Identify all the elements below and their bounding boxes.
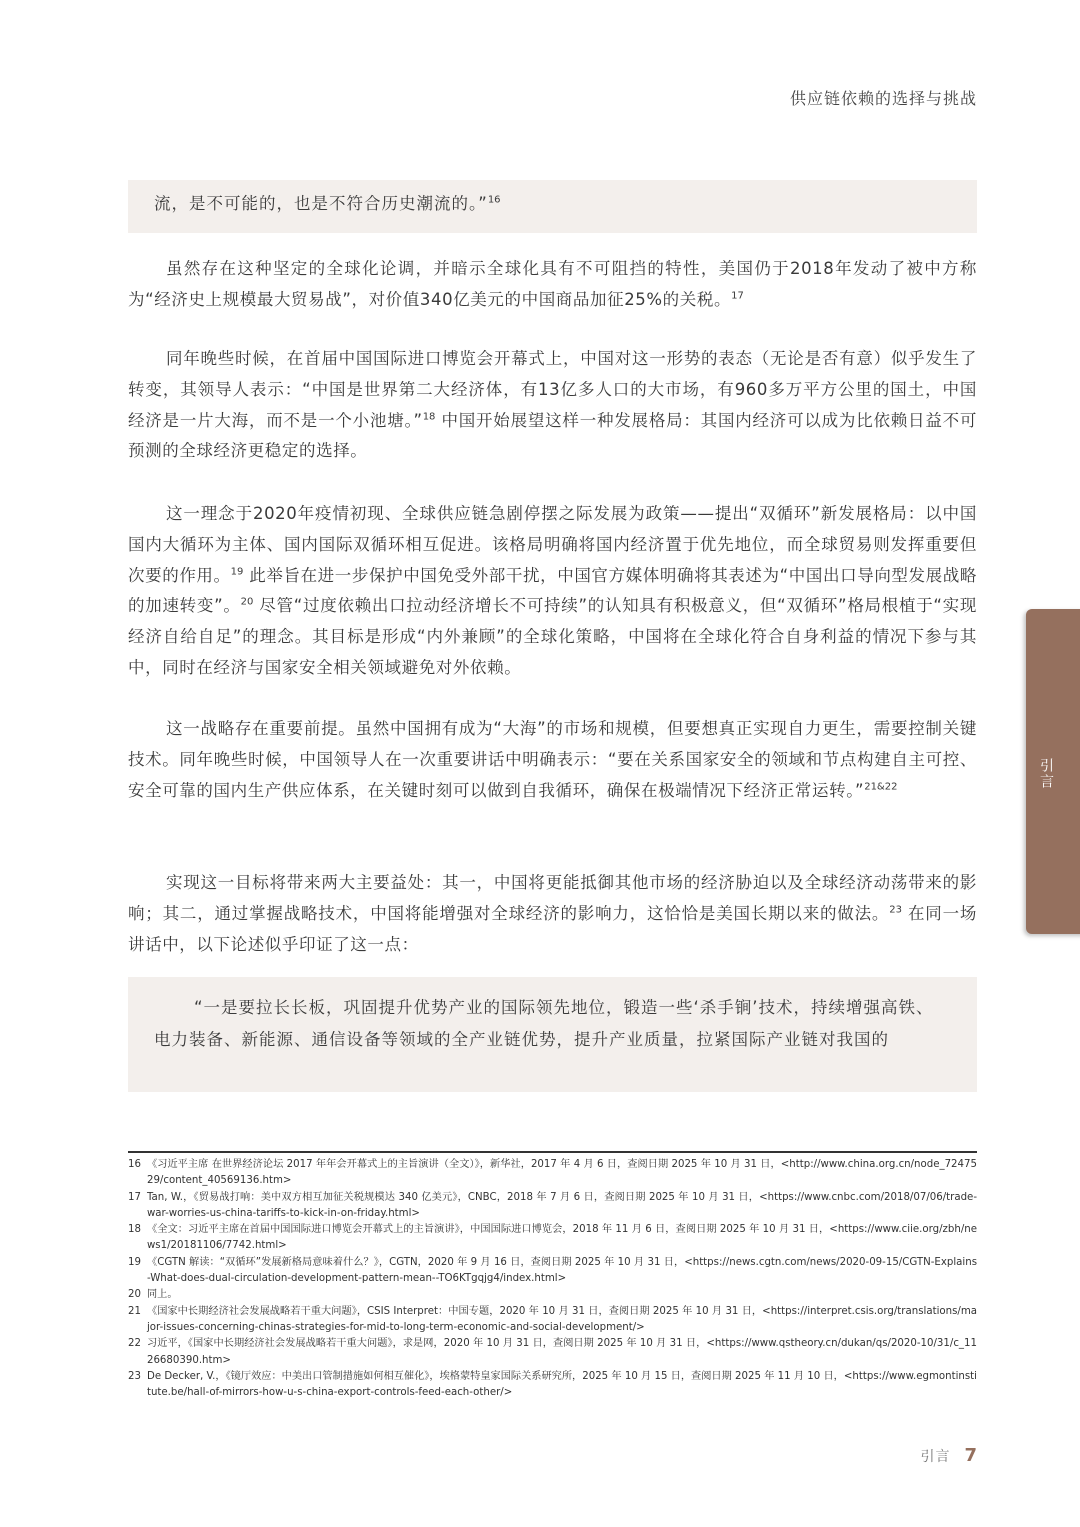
quote-text: “一是要拉长长板，巩固提升优势产业的国际领先地位，锻造一些‘杀手锏’技术，持续增强高铁、电力装备、新能源、通信设备等领域的全产业链优势，提升产业质量，拉紧国际产业链对我国的	[154, 998, 934, 1049]
body-paragraph	[128, 344, 977, 467]
paragraph-text: 中国开始展望这样一种发展格局：其国内经济可以成为比依赖日益不可预测的全球经济更稳定的选择。	[128, 410, 977, 461]
page-footer	[920, 1445, 977, 1466]
footnote-number: 16	[128, 1159, 141, 1170]
footnote-number: 19	[128, 1256, 141, 1268]
footnote	[128, 1190, 977, 1223]
footnotes	[128, 1157, 977, 1401]
quote-text: 流，是不可能的，也是不符合历史潮流的。”	[154, 194, 488, 213]
footnote-number: 21	[128, 1305, 141, 1317]
paragraph-text: 同年晚些时候，在首届中国国际进口博览会开幕式上，中国对这一形势的表态（无论是否有意）似乎发生了转变，其领导人表示：“中国是世界第二大经济体，有13亿多人口的大市场，有960多万平方公里的国土，中国经济是一片大海，而不是一个小池塘。”	[128, 349, 977, 430]
footnote-ref[interactable]: 23	[889, 904, 902, 916]
page-number: 7	[964, 1445, 977, 1466]
paragraph-text: 这一理念于2020年疫情初现、全球供应链急剧停摆之际发展为政策——提出“双循环”新发展格局：以中国国内大循环为主体、国内国际双循环相互促进。该格局明确将国内经济置于优先地位，而全球贸易则发挥重要但次要的作用。	[128, 504, 977, 585]
footnote	[128, 1222, 977, 1255]
footnote-text[interactable]: De Decker, V.，《镜厅效应：中美出口管制措施如何相互催化》，埃格蒙特皇家国际关系研究所，2025 年 10 月 15 日，查阅日期 2025 年 11 月 10 日，<https://www.egmontinstitute.be/hall-of-mirrors-how-u-s-china-export-controls-feed-each-other/>	[146, 1370, 977, 1399]
footnote-text[interactable]: Tan, W.，《贸易战打响：美中双方相互加征关税规模达 340 亿美元》，CNBC，2018 年 7 月 6 日，查阅日期 2025 年 10 月 31 日，<https://www.cnbc.com/2018/07/06/trade-war-worries-us-china-tariffs-to-kick-in-on-friday.html>	[146, 1191, 977, 1219]
side-tab-label: 引言	[1038, 758, 1054, 790]
body-paragraph	[128, 714, 977, 806]
running-header: 供应链依赖的选择与挑战	[789, 89, 977, 108]
footnote-ref[interactable]: 20	[240, 596, 254, 608]
footnote-number: 23	[128, 1370, 141, 1382]
quote-block-top	[128, 180, 977, 233]
body-paragraph	[128, 868, 977, 960]
footnote-number: 20	[128, 1289, 141, 1301]
footer-section-label: 引言	[920, 1449, 951, 1465]
paragraph-text: 虽然存在这种坚定的全球化论调，并暗示全球化具有不可阻挡的特性，美国仍于2018年发动了被中方称为“经济史上规模最大贸易战”，对价值340亿美元的中国商品加征25%的关税。	[128, 259, 977, 309]
paragraph-text: 尽管“过度依赖出口拉动经济增长不可持续”的认知具有积极意义，但“双循环”格局根植于“实现经济自给自足”的理念。其目标是形成“内外兼顾”的全球化策略，中国将在全球化符合自身利益的情况下参与其中，同时在经济与国家安全相关领域避免对外依赖。	[128, 596, 977, 677]
footnote-ref[interactable]: 21&22	[864, 781, 898, 793]
footnote	[128, 1369, 977, 1402]
footnote-text[interactable]: 《CGTN 解读：“双循环”发展新格局意味着什么？》，CGTN，2020 年 9 月 16 日，查阅日期 2025 年 10 月 31 日，<https://news.cgtn.com/news/2020-09-15/CGTN-Explains-What-does-dual-circulation-development-pattern-mean--TO6KTgqjg4/index.html>	[146, 1256, 977, 1285]
footnote-text[interactable]: 《全文：习近平主席在首届中国国际进口博览会开幕式上的主旨演讲》，中国国际进口博览会，2018 年 11 月 6 日，查阅日期 2025 年 10 月 31 日，<https://www.ciie.org/zbh/news1/20181106/7742.html>	[146, 1224, 977, 1252]
footnote	[128, 1157, 977, 1190]
footnote-number: 17	[128, 1191, 141, 1203]
footnote-text[interactable]: 《习近平主席 在世界经济论坛 2017 年年会开幕式上的主旨演讲（全文）》，新华社，2017 年 4 月 6 日，查阅日期 2025 年 10 月 31 日，<http://www.china.org.cn/node_7247529/content_40569136.htm>	[146, 1159, 977, 1187]
paragraph-text: 这一战略存在重要前提。虽然中国拥有成为“大海”的市场和规模，但要想真正实现自力更生，需要控制关键技术。同年晚些时候，中国领导人在一次重要讲话中明确表示：“要在关系国家安全的领域和节点构建自主可控、安全可靠的国内生产供应体系，在关键时刻可以做到自我循环，确保在极端情况下经济正常运转。”	[128, 719, 977, 800]
footnote-ref[interactable]: 17	[731, 290, 744, 302]
footnote	[128, 1287, 977, 1303]
paragraph-text: 在同一场讲话中，以下论述似乎印证了这一点：	[128, 903, 977, 954]
footnote	[128, 1255, 977, 1288]
paragraph-text: 实现这一目标将带来两大主要益处：其一，中国将更能抵御其他市场的经济胁迫以及全球经济动荡带来的影响；其二，通过掌握战略技术，中国将能增强对全球经济的影响力，这恰恰是美国长期以来的做法。	[128, 873, 977, 923]
footnote-text[interactable]: 习近平，《国家中长期经济社会发展战略若干重大问题》，求是网，2020 年 10 月 31 日，查阅日期 2025 年 10 月 31 日，<https://www.qstheory.cn/dukan/qs/2020-10/31/c_1126680390.htm>	[146, 1338, 977, 1366]
footnote-ref[interactable]: 16	[487, 194, 501, 206]
footnote-number: 18	[128, 1224, 141, 1236]
footnote-number: 22	[128, 1338, 141, 1350]
paragraph-text: 此举旨在进一步保护中国免受外部干扰，中国官方媒体明确将其表述为“中国出口导向型发展战略的加速转变”。	[128, 565, 977, 616]
footnote-divider	[128, 1151, 977, 1153]
footnote-ref[interactable]: 19	[230, 566, 244, 578]
footnote	[128, 1304, 977, 1337]
footnote-text[interactable]: 《国家中长期经济社会发展战略若干重大问题》，CSIS Interpret：中国专题，2020 年 10 月 31 日，查阅日期 2025 年 10 月 31 日，<https://interpret.csis.org/translations/major-issues-concerning-chinas-strategies-for-mid-to-long-term-economic-and-social-development/>	[146, 1305, 977, 1333]
body-paragraph	[128, 499, 977, 684]
quote-block-bottom	[128, 977, 977, 1092]
body-paragraph	[128, 254, 977, 316]
footnote	[128, 1336, 977, 1369]
footnote-text: 同上。	[146, 1289, 178, 1301]
footnote-ref[interactable]: 18	[422, 411, 436, 423]
